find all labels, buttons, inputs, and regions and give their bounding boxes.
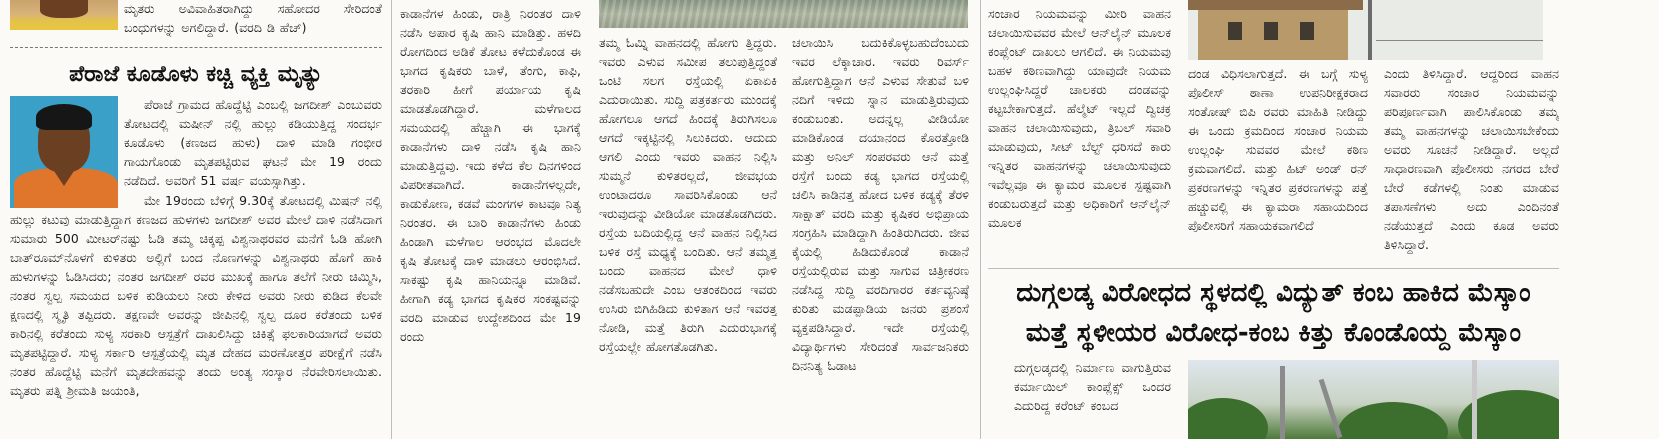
col1-para2: ಮೇ 19ರಂದು ಬೆಳಿಗ್ಗೆ 9.30ಕ್ಕೆ ತೋಟದಲ್ಲಿ ಮಿಷನ್ ನಲ್ಲಿ ಹುಲ್ಲು ಕಟುವು ಮಾಡುತ್ತಿದ್ದಾಗ ಕಣಜದ ಹುಳಗಳು ಜಗದೀಶ್ ಅವರ ಮೇಲೆ ದಾಳಿ ನಡೆಸಿದಾಗ ಸುಮಾರು 500 ಮೀಟರ್‌ನಷ್ಟು ಓಡಿ ತಮ್ಮ ಚಿಕ್ಕಪ್ಪ ವಿಶ್ವನಾಥರವರ ಮನೆಗೆ ಓಡಿ ಹೋಗಿ ಬಾತ್‌ರೂಮ್‌ನೊಳಗೆ ಕುಳಿತರು ಅಲ್ಲಿಗೆ ಬಂದ ನೊಣಗಳನ್ನು ವಿಶ್ವನಾಥರು ಹೊಗೆ ಹಾಕಿ ಹುಳುಗಳನ್ನು ಓಡಿಸಿದರು; ನಂತರ ಜಗದೀಶ್ ರವರ ಮುಖಕ್ಕೆ ಹಾಗೂ ತಲೆಗೆ ನೀರು ಚಿಮ್ಮಿಸಿ, ನಂತರ ಸ್ವಲ್ಪ ಸಮಯದ ಬಳಿಕ ಕುಡಿಯಲು ನೀರು ಕೇಳಿದ ಅವರು ನೀರು ಕುಡಿದ ಕೆಲವೇ ಕ್ಷಣದಲ್ಲಿ ಸ್ಮೃತಿ ತಪ್ಪಿದರು. ತಕ್ಷಣವೇ ಅವರನ್ನು ಜೀಪಿನಲ್ಲಿ ಸ್ವಲ್ಪ ದೂರ ಕರೆತಂದು ಬಳಿಕ ಕಾರಿನಲ್ಲಿ ಕರೆತಂದು ಸುಳ್ಯ ಸರಕಾರಿ ಆಸ್ಪತ್ರೆಗೆ ದಾಖಲಿಸಿದ್ದು ಚಿಕಿತ್ಸೆ ಫಲಕಾರಿಯಾಗದೆ ಅವರು ಮೃತಪಟ್ಟಿದ್ದಾರೆ. ಸುಳ್ಯ ಸರ್ಕಾರಿ ಆಸ್ಪತ್ರೆಯಲ್ಲಿ ಮೃತ ದೇಹದ ಮರಣೋತ್ತರ ಪರೀಕ್ಷೆಗೆ ನಡೆಸಿ ನಂತರ ಹೊದ್ದೆಟ್ಟಿ ಮನೆಗೆ ಮೃತದೇಹವನ್ನು ತಂದು ಅಂತ್ಯ ಸಂಸ್ಕಾರ ನೆರವೇರಿಸಲಾಯಿತು. ಮೃತರು ಪತ್ನಿ ಶ್ರೀಮತಿ ಜಯಂತಿ, (10, 193, 382, 398)
col6-text: ದಂಡ ವಿಧಿಸಲಾಗುತ್ತದೆ. ಈ ಬಗ್ಗೆ ಸುಳ್ಯ ಪೊಲೀಸ್ ಠಾಣಾ ಉಪನಿರೀಕ್ಷಕರಾದ ಸಂತೋಷ್ ಬಿಪಿ ರವರು ಮಾಹಿತಿ ನೀಡಿದ್ದು ಈ ಒಂದು ಕ್ರಮದಿಂದ ಸಂಚಾರ ನಿಯಮ ಉಲ್ಲಂಘಿ ಸುವವರ ಮೇಲೆ ಕಠಿಣ ಕ್ರಮವಾಗಲಿದೆ. ಮತ್ತು ಹಿಟ್ ಅಂಡ್ ರನ್ ಪ್ರಕರಣಗಳನ್ನು ಇನ್ನಿತರ ಪ್ರಕರಣಗಳನ್ನು ಪತ್ತೆ ಹಚ್ಚುವಲ್ಲಿ ಈ ಕ್ಯಾಮರಾ ಸಹಾಯದಿಂದ ಪೊಲೀಸರಿಗೆ ಸಹಾಯಕವಾಗಲಿದೆ (1188, 66, 1368, 233)
story-separator (988, 268, 1559, 269)
obituary-photo-top (10, 0, 118, 30)
electric-pole-photo (1188, 360, 1559, 439)
headline-peraje: ಪೆರಾಜೆ ಕೂಡೊಳು ಕಚ್ಚಿ ವ್ಯಕ್ತಿ ಮೃತ್ಯು (69, 62, 323, 87)
col1-para1: ಪೆರಾಜೆ ಗ್ರಾಮದ ಹೊದ್ದೆಟ್ಟಿ ಎಂಬಲ್ಲಿ ಜಗದೀಶ್ ಎಂಬುವರು ತೋಟದಲ್ಲಿ ಮಷೀನ್ ನಲ್ಲಿ ಹುಲ್ಲು ಕಡಿಯುತ್ತಿದ್ದ ಸಂದರ್ಭ ಕೂಡೊಳು (ಕಣಜದ ಹುಳು) ದಾಳಿ ಮಾಡಿ ಗಂಭೀರ ಗಾಯಗೊಂಡು ಮೃತಪಟ್ಟಿರುವ ಘಟನೆ ಮೇ 19 ರಂದು ನಡೆದಿದೆ. ಅವರಿಗೆ 51 ವರ್ಷ ವಯಸ್ಸಾಗಿತ್ತು. (124, 97, 382, 188)
col2-text: ಕಾಡಾನೆಗಳ ಹಿಂಡು, ರಾತ್ರಿ ನಿರಂತರ ದಾಳಿ ನಡೆಸಿ ಅಪಾರ ಕೃಷಿ ಹಾನಿ ಮಾಡಿತ್ತು. ಹಳದಿ ರೋಗದಿಂದ ಅಡಿಕೆ ತೋಟ ಕಳೆದುಕೊಂಡ ಈ ಭಾಗದ ಕೃಷಿಕರು ಬಾಳೆ, ತೆಂಗು, ಕಾಫಿ, ತರಕಾರಿ ಹೀಗೆ ಪರ್ಯಾಯ ಕೃಷಿ ಮಾಡತೊಡಗಿದ್ದಾರೆ. ಮಳೆಗಾಲದ ಸಮಯದಲ್ಲಿ ಹೆಚ್ಚಾಗಿ ಈ ಭಾಗಕ್ಕೆ ಕಾಡಾನೆಗಳು ದಾಳಿ ನಡೆಸಿ ಕೃಷಿ ಹಾನಿ ಮಾಡುತ್ತಿದ್ದವು. ಇದು ಕಳೆದ ಕೆಲ ದಿನಗಳಿಂದ ವಿಪರೀತವಾಗಿದೆ. ಕಾಡಾನೆಗಳಲ್ಲದೇ, ಕಾಡುಕೋಣ, ಕಡವೆ ಮಂಗಗಳ ಕಾಟವೂ ನಿತ್ಯ ನಿರಂತರ. ಈ ಬಾರಿ ಕಾಡಾನೆಗಳು ಹಿಂಡು ಹಿಂಡಾಗಿ ಮಳೆಗಾಲ ಆರಂಭದ ಮೊದಲೇ ಕೃಷಿ ತೋಟಕ್ಕೆ ದಾಳಿ ಮಾಡಲು ಆರಂಭಿಸಿದೆ. ಸಾಕಷ್ಟು ಕೃಷಿ ಹಾನಿಯನ್ನೂ ಮಾಡಿವೆ. ಹೀಗಾಗಿ ಕಡ್ಯ ಭಾಗದ ಕೃಷಿಕರ ಸಂಕಷ್ಟವನ್ನು ವರದಿ ಮಾಡುವ ಉದ್ದೇಶದಿಂದ ಮೇ 19 ರಂದು (400, 6, 581, 344)
story-separator (10, 47, 382, 48)
traffic-camera-building-photo (1188, 0, 1543, 60)
col5-text: ಸಂಚಾರ ನಿಯಮವನ್ನು ಮೀರಿ ವಾಹನ ಚಲಾಯಿಸುವವರ ಮೇಲೆ ಆನ್‌ಲೈನ್ ಮೂಲಕ ಕಂಪ್ಲೆಂಟ್ ದಾಖಲು ಆಗಲಿದೆ. ಈ ನಿಯಮವು ಬಹಳ ಕಠಿಣವಾಗಿದ್ದು ಯಾವುದೇ ನಿಯಮ ಉಲ್ಲಂಘಿಸಿದ್ದರೆ ಚಾಲಕರು ದಂಡವನ್ನು ಕಟ್ಟಬೇಕಾಗುತ್ತದೆ. ಹೆಲ್ಮೆಟ್ ಇಲ್ಲದೆ ದ್ವಿಚಕ್ರ ವಾಹನ ಚಲಾಯಿಸುವುದು, ತ್ರಿಬಲ್ ಸವಾರಿ ಮಾಡುವುದು, ಸೀಟ್ ಬೆಲ್ಟ್ ಧರಿಸದೆ ಕಾರು ಇನ್ನಿತರ ವಾಹನಗಳನ್ನು ಚಲಾಯಿಸುವುದು ಇವೆಲ್ಲವೂ ಈ ಕ್ಯಾಮರ ಮೂಲಕ ಸ್ಪಷ್ಟವಾಗಿ ಕಂಡುಬರುತ್ತದೆ ಮತ್ತು ಅಧಿಕಾರಿಗೆ ಆನ್‌ಲೈನ್ ಮೂಲಕ (988, 6, 1171, 230)
col1-top-continuation: ಮೃತರು ಅವಿವಾಹಿತರಾಗಿದ್ದು ಸಹೋದರ ಸೇರಿದಂತೆ ಬಂಧುಗಳನ್ನು ಅಗಲಿದ್ದಾರೆ. (ವರದಿ ಡಿ ಹೆಚ್) (124, 1, 382, 35)
elephant-road-photo (599, 0, 968, 28)
column-rule (980, 0, 981, 439)
headline-duggaladka-line2: ಮತ್ತೆ ಸ್ಥಳೀಯರ ವಿರೋಧ-ಕಂಬ ಕಿತ್ತು ಕೊಂಡೊಯ್ದ ಮೆಸ್ಕಾಂ (1025, 318, 1522, 348)
duggaladka-body: ದುಗ್ಗಲಡ್ಕದಲ್ಲಿ ನಿರ್ಮಾಣ ವಾಗುತ್ತಿರುವ ಕರ್ಮಾಯಿಲ್ ಕಾಂಪ್ಲೆಕ್ಸ್ ಒಂದರ ಎದುರಿದ್ದ ಕರೆಂಟ್ ಕಂಬದ (1014, 360, 1171, 413)
column-rule (391, 0, 392, 439)
col7-text: ಎಂದು ತಿಳಿಸಿದ್ದಾರೆ. ಆದ್ದರಿಂದ ವಾಹನ ಸವಾರರು ಸಂಚಾರ ನಿಯಮವನ್ನು ಪರಿಪೂರ್ಣವಾಗಿ ಪಾಲಿಸಿಕೊಂಡು ತಮ್ಮ ತಮ್ಮ ವಾಹನಗಳನ್ನು ಚಲಾಯಿಸಬೇಕೆಂದು ಅವರು ಸೂಚನೆ ನೀಡಿದ್ದಾರೆ. ಅಲ್ಲದೆ ಸಾಧಾರಣವಾಗಿ ಪೊಲೀಸರು ನಗರದ ಬೇರೆ ಬೇರೆ ಕಡೆಗಳಲ್ಲಿ ನಿಂತು ಮಾಡುವ ತಪಾಸಣೆಗಳು ಅದು ಎಂದಿನಂತೆ ನಡೆಯುತ್ತದೆ ಎಂದು ಕೂಡ ಅವರು ತಿಳಿಸಿದ್ದಾರೆ. (1384, 66, 1559, 252)
col4-text: ಚಲಾಯಿಸಿ ಬದುಕಿಕೊಳ್ಳಬಹುದೆಂಬುದು ಇವರ ಲೆಕ್ಕಾಚಾರ. ಇವರು ರಿವರ್ಸ್ ಹೋಗುತ್ತಿದ್ದಾಗ ಆನೆ ಎಳುವ ಸೇತುವೆ ಬಳಿ ನದಿಗೆ ಇಳಿದು ಸ್ನಾನ ಮಾಡುತ್ತಿರುವುದು ಕಂಡುಬಂತು. ಅದನ್ನಲ್ಲ ವೀಡಿಯೋ ಮಾಡಿಕೊಂಡ ದಯಾನಂದ ಕೊರತ್ತೋಡಿ ಮತ್ತು ಅನಿಲ್ ಸಂಪರವರು ಆನೆ ಮತ್ತೆ ರಸ್ತೆಗೆ ಬಂದು ಕಡ್ಯ ಭಾಗದ ರಸ್ತೆಯಲ್ಲಿ ಚಲಿಸಿ ಕಾಡಿನತ್ತ ಹೋದ ಬಳಿಕ ಕಡ್ಯಕ್ಕೆ ತೆರಳಿ ಸಾಕ್ಷಾತ್ ವರದಿ ಮತ್ತು ಕೃಷಿಕರ ಅಭಿಪ್ರಾಯ ಸಂಗ್ರಹಿಸಿ ಮಾಡಿದ್ದಾಗಿ ಹಿಂತಿರುಗಿದರು. ಜೀವ ಕೈಯಲ್ಲಿ ಹಿಡಿದುಕೊಂಡೆ ಕಾಡಾನೆ ರಸ್ತೆಯಲ್ಲಿರುವ ಮತ್ತು ಸಾಗುವ ಚಿತ್ರೀಕರಣ ನಡೆಸಿದ್ದ ಸುದ್ದಿ ವರದಿಗಾರರ ಕರ್ತವ್ಯನಿಷ್ಠೆ ಕುರಿತು ಮಡಪ್ಪಾಡಿಯ ಜನರು ಪ್ರಶಂಸೆ ವ್ಯಕ್ತಪಡಿಸಿದ್ದಾರೆ. ಇದೇ ರಸ್ತೆಯಲ್ಲಿ ವಿದ್ಯಾರ್ಥಿಗಳು ಸೇರಿದಂತೆ ಸಾರ್ವಜನಿಕರು ದಿನನಿತ್ಯ ಓಡಾಟ (792, 35, 969, 373)
col3-text: ತಮ್ಮ ಓಮ್ನಿ ವಾಹನದಲ್ಲಿ ಹೋಗು ತ್ತಿದ್ದರು. ಇವರು ಎಳುವ ಸಮೀಪ ತಲುಪುತ್ತಿದ್ದಂತೆ ಒಂಟಿ ಸಲಗ ರಸ್ತೆಯಲ್ಲಿ ಏಕಾಏಕಿ ಎದುರಾಯಿತು. ಸುದ್ದಿ ಪತ್ರಕರ್ತರು ಮುಂದಕ್ಕೆ ಹೋಗಲೂ ಆಗದೆ ಹಿಂದಕ್ಕೆ ತಿರುಗಿಸಲೂ ಆಗದೆ ಇಕ್ಕಟ್ಟಿನಲ್ಲಿ ಸಿಲುಕಿದರು. ಆದುದು ಆಗಲಿ ಎಂದು ಇವರು ವಾಹನ ನಿಲ್ಲಿಸಿ ಸುಮ್ಮನೆ ಕುಳಿತರಲ್ಲದೆ, ಜೀವಭಯ ಉಂಟಾದರೂ ಸಾವರಿಸಿಕೊಂಡು ಆನೆ ಇರುವುದನ್ನು ವೀಡಿಯೋ ಮಾಡತೊಡಗಿದರು. ರಸ್ತೆಯ ಬದಿಯಲ್ಲಿದ್ದ ಆನೆ ವಾಹನ ನಿಲ್ಲಿಸಿದ ಬಳಿಕ ರಸ್ತೆ ಮಧ್ಯಕ್ಕೆ ಬಂದಿತು. ಆನೆ ತಮ್ಮತ್ತ ಬಂದು ವಾಹನದ ಮೇಲೆ ಧಾಳಿ ನಡೆಸಬಹುದೇ ಎಂಬ ಆತಂಕದಿಂದ ಇವರು ಉಸಿರು ಬಿಗಿಹಿಡಿದು ಕುಳಿತಾಗ ಆನೆ ಇವರತ್ತ ನೋಡಿ, ಮತ್ತೆ ತಿರುಗಿ ಎದುರುಭಾಗಕ್ಕೆ ರಸ್ತೆಯಲ್ಲೇ ಹೋಗತೊಡಗಿತು. (599, 35, 777, 354)
headline-duggaladka-line1: ದುಗ್ಗಲಡ್ಕ ವಿರೋಧದ ಸ್ಥಳದಲ್ಲಿ ವಿದ್ಯುತ್ ಕಂಬ ಹಾಕಿದ ಮೆಸ್ಕಾಂ (1016, 278, 1531, 308)
